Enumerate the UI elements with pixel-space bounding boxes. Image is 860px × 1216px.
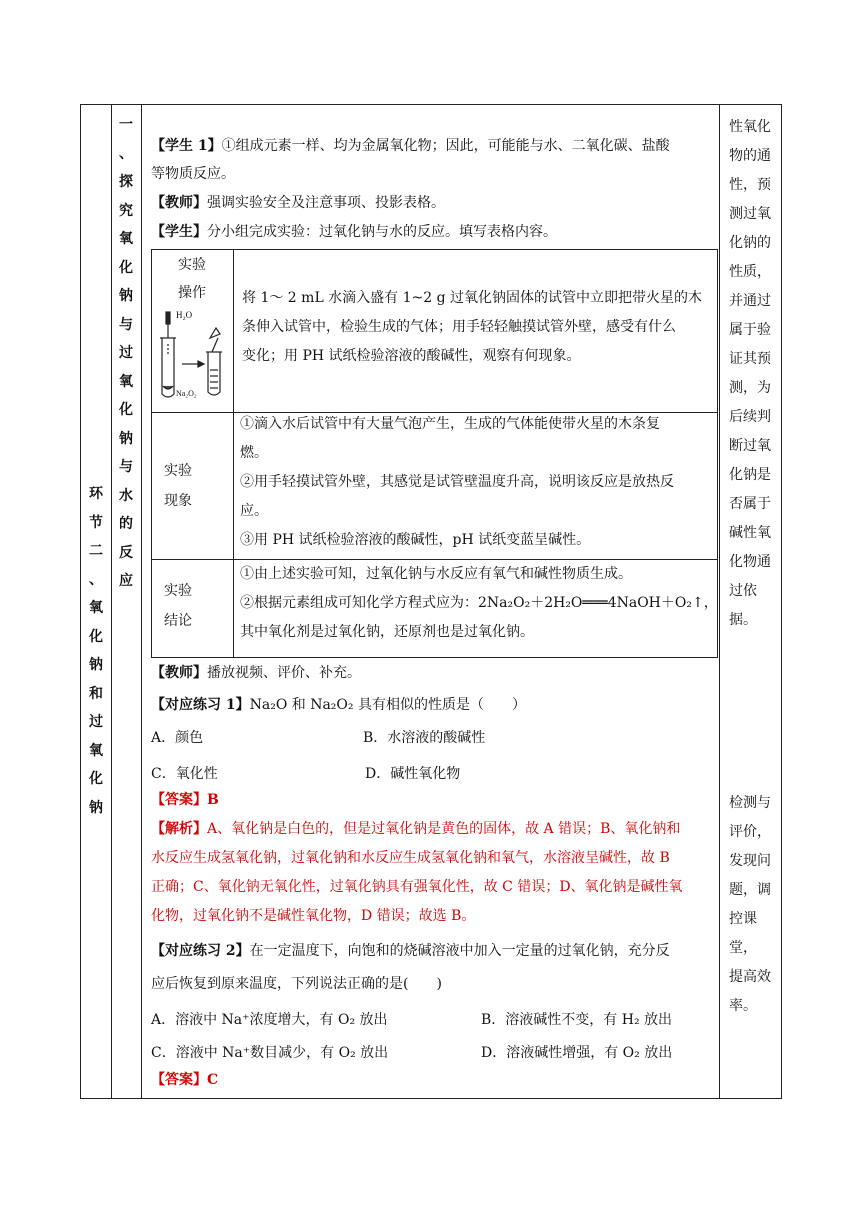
na2o2-label: Na₂O₂	[176, 389, 197, 398]
teacher2-tag: 【教师】	[151, 665, 207, 681]
explanation-text: 化物，过氧化钠不是碱性氧化物，D 错误；故选 B。	[151, 908, 476, 924]
op-label: 实验	[178, 257, 206, 273]
answer-1: 【答案】B	[151, 792, 219, 808]
intent-line: 控课堂，	[729, 911, 757, 956]
intent-line: 物的通	[729, 148, 771, 164]
vertical-char: 化	[119, 259, 133, 276]
option-a: A．溶液中 Na⁺浓度增大，有 O₂ 放出	[151, 1012, 388, 1028]
vertical-char: 过	[119, 345, 133, 361]
vertical-char: 氧	[89, 600, 103, 616]
conclusion-text-a: ②根据元素组成可知化学方程式应为：	[240, 595, 478, 611]
intent-line: 测过氧	[729, 206, 771, 222]
intent-text-2	[729, 789, 781, 1021]
intent-line: 发现问	[729, 853, 771, 869]
intent-line: 断过氧	[729, 438, 771, 454]
op-text: 将 1～ 2 mL 水滴入盛有 1~2 g 过氧化钠固体的试管中立即把带火星的木	[242, 290, 703, 306]
phenomenon-text: 应。	[240, 503, 268, 519]
option-a: A．颜色	[151, 730, 204, 746]
intent-line: 化钠的	[729, 235, 771, 251]
vertical-char: 钠	[89, 799, 103, 816]
vertical-char: 化	[119, 402, 133, 418]
intent-line: 性质，	[729, 264, 771, 280]
intent-line: 否属于	[729, 496, 771, 512]
explanation-text: 正确；C、氧化钠无氧化性，过氧化钠具有强氧化性，故 C 错误；D、氧化钠是碱性氧	[151, 879, 683, 895]
intent-line: 率。	[729, 998, 757, 1014]
intent-line: 化物通	[729, 554, 771, 570]
vertical-char: 氧	[89, 742, 103, 759]
intent-line: 并通过	[729, 293, 771, 309]
intent-line: 性，预	[729, 177, 771, 193]
vertical-char: 和	[89, 685, 103, 702]
intent-line: 提高效	[729, 969, 771, 985]
student1-text: ①组成元素一样、均为金属氧化物；因此，可能能与水、二氧化碳、盐酸	[221, 138, 670, 154]
conclusion-text: ①由上述实验可知，过氧化钠与水反应有氧气和碱性物质生成。	[240, 566, 632, 582]
conclusion-text	[240, 589, 718, 618]
option-b: B．水溶液的酸碱性	[363, 730, 486, 746]
vertical-char: 应	[119, 573, 133, 589]
intent-line: 题，调	[729, 882, 771, 898]
intent-line: 检测与	[729, 795, 771, 811]
exercise1-question: Na₂O 和 Na₂O₂ 具有相似的性质是（ ）	[249, 697, 526, 713]
op-text: 条伸入试管中，检验生成的气体；用手轻轻触摸试管外壁，感受有什么	[242, 319, 676, 335]
explanation-tag: 【解析】	[151, 821, 207, 837]
teacher1-text: 强调实验安全及注意事项、投影表格。	[207, 195, 445, 211]
vertical-char: 钠	[119, 288, 133, 304]
option-d: D．碱性氧化物	[365, 766, 461, 782]
vertical-char: 氧	[119, 373, 133, 390]
vertical-char: 二	[89, 543, 103, 559]
design-intent	[719, 113, 781, 1014]
student2-tag: 【学生】	[151, 224, 207, 240]
intent-text-1	[729, 113, 781, 635]
vertical-char: 钠	[119, 430, 133, 447]
teacher1-tag: 【教师】	[151, 195, 207, 211]
phenomenon-label: 实验	[164, 463, 192, 479]
option-b: B．溶液碱性不变，有 H₂ 放出	[481, 1012, 673, 1028]
intent-line: 性氧化	[729, 119, 771, 135]
phenomenon-text: ②用手轻摸试管外壁，其感觉是试管壁温度升高，说明该反应是放热反	[240, 474, 674, 490]
h2o-label: H₂O	[176, 310, 193, 320]
vertical-char: 、	[119, 145, 133, 162]
phenomenon-text: ③用 PH 试纸检验溶液的酸碱性，pH 试纸变蓝呈碱性。	[240, 532, 591, 548]
intent-line: 化钠是	[729, 467, 771, 483]
vertical-char: 氧	[119, 231, 133, 247]
vertical-char: 与	[119, 459, 133, 475]
intent-line: 后续判	[729, 409, 771, 425]
explanation-text: A、氧化钠是白色的，但是过氧化钠是黄色的固体，故 A 错误；B、氧化钠和	[207, 821, 681, 837]
intent-line: 属于验	[729, 322, 771, 338]
phenomenon-label: 现象	[164, 493, 192, 509]
option-d: D．溶液碱性增强，有 O₂ 放出	[481, 1045, 673, 1061]
student1-text-cont: 等物质反应。	[151, 166, 235, 182]
vertical-char: 化	[89, 771, 103, 787]
student1-tag: 【学生 1】	[151, 138, 222, 154]
intent-line: 碱性氧	[729, 525, 771, 541]
option-c: C．溶液中 Na⁺数目减少，有 O₂ 放出	[151, 1045, 389, 1061]
vertical-char: 的	[119, 516, 133, 532]
exercise2-question-cont: 应后恢复到原来温度，下列说法正确的是( )	[151, 976, 442, 992]
exercise1-tag: 【对应练习 1】	[151, 697, 250, 713]
vertical-char: 水	[119, 487, 133, 504]
conclusion-text: 其中氧化剂是过氧化钠，还原剂也是过氧化钠。	[240, 624, 534, 640]
section-label	[81, 480, 111, 822]
answer-2: 【答案】C	[151, 1072, 219, 1088]
vertical-char: 、	[89, 571, 103, 588]
explanation-text: 水反应生成氢氧化钠，过氧化钠和水反应生成氢氧化钠和氧气，水溶液呈碱性，故 B	[151, 850, 670, 866]
intent-line: 证其预	[729, 351, 771, 367]
conclusion-label: 结论	[164, 613, 192, 629]
experiment-table	[151, 249, 718, 658]
activity-label	[111, 111, 141, 596]
vertical-char: 环	[89, 486, 103, 502]
option-c: C．氧化性	[151, 766, 218, 782]
student2-text: 分小组完成实验：过氧化钠与水的反应。填写表格内容。	[207, 224, 557, 240]
vertical-char: 一	[119, 117, 133, 133]
exercise2-tag: 【对应练习 2】	[151, 943, 250, 959]
op-label: 操作	[178, 285, 206, 301]
vertical-char: 化	[89, 628, 103, 645]
intent-line: 测，为	[729, 380, 771, 396]
table-divider	[233, 250, 234, 657]
vertical-char: 究	[119, 202, 133, 219]
phenomenon-text: 燃。	[240, 445, 268, 461]
exercise2-question: 在一定温度下，向饱和的烧碱溶液中加入一定量的过氧化钠，充分反	[249, 943, 670, 959]
phenomenon-text: ①滴入水后试管中有大量气泡产生，生成的气体能使带火星的木条复	[240, 416, 660, 432]
intent-line: 评价，	[729, 824, 771, 840]
vertical-char: 过	[89, 714, 103, 730]
conclusion-label: 实验	[164, 583, 192, 599]
vertical-char: 反	[119, 544, 133, 561]
op-text: 变化；用 PH 试纸检验溶液的酸碱性，观察有何现象。	[242, 348, 581, 364]
vertical-char: 钠	[89, 657, 103, 673]
lesson-table	[80, 104, 782, 1099]
divider	[141, 105, 142, 1098]
vertical-char: 探	[119, 174, 133, 190]
teacher2-text: 播放视频、评价、补充。	[207, 665, 361, 681]
chemical-equation: 2Na₂O₂＋2H₂O═══4NaOH＋O₂↑，	[478, 595, 718, 611]
experiment-figure	[158, 308, 230, 404]
intent-line: 过依据。	[729, 583, 757, 628]
vertical-char: 节	[89, 514, 103, 531]
vertical-char: 与	[119, 316, 133, 333]
